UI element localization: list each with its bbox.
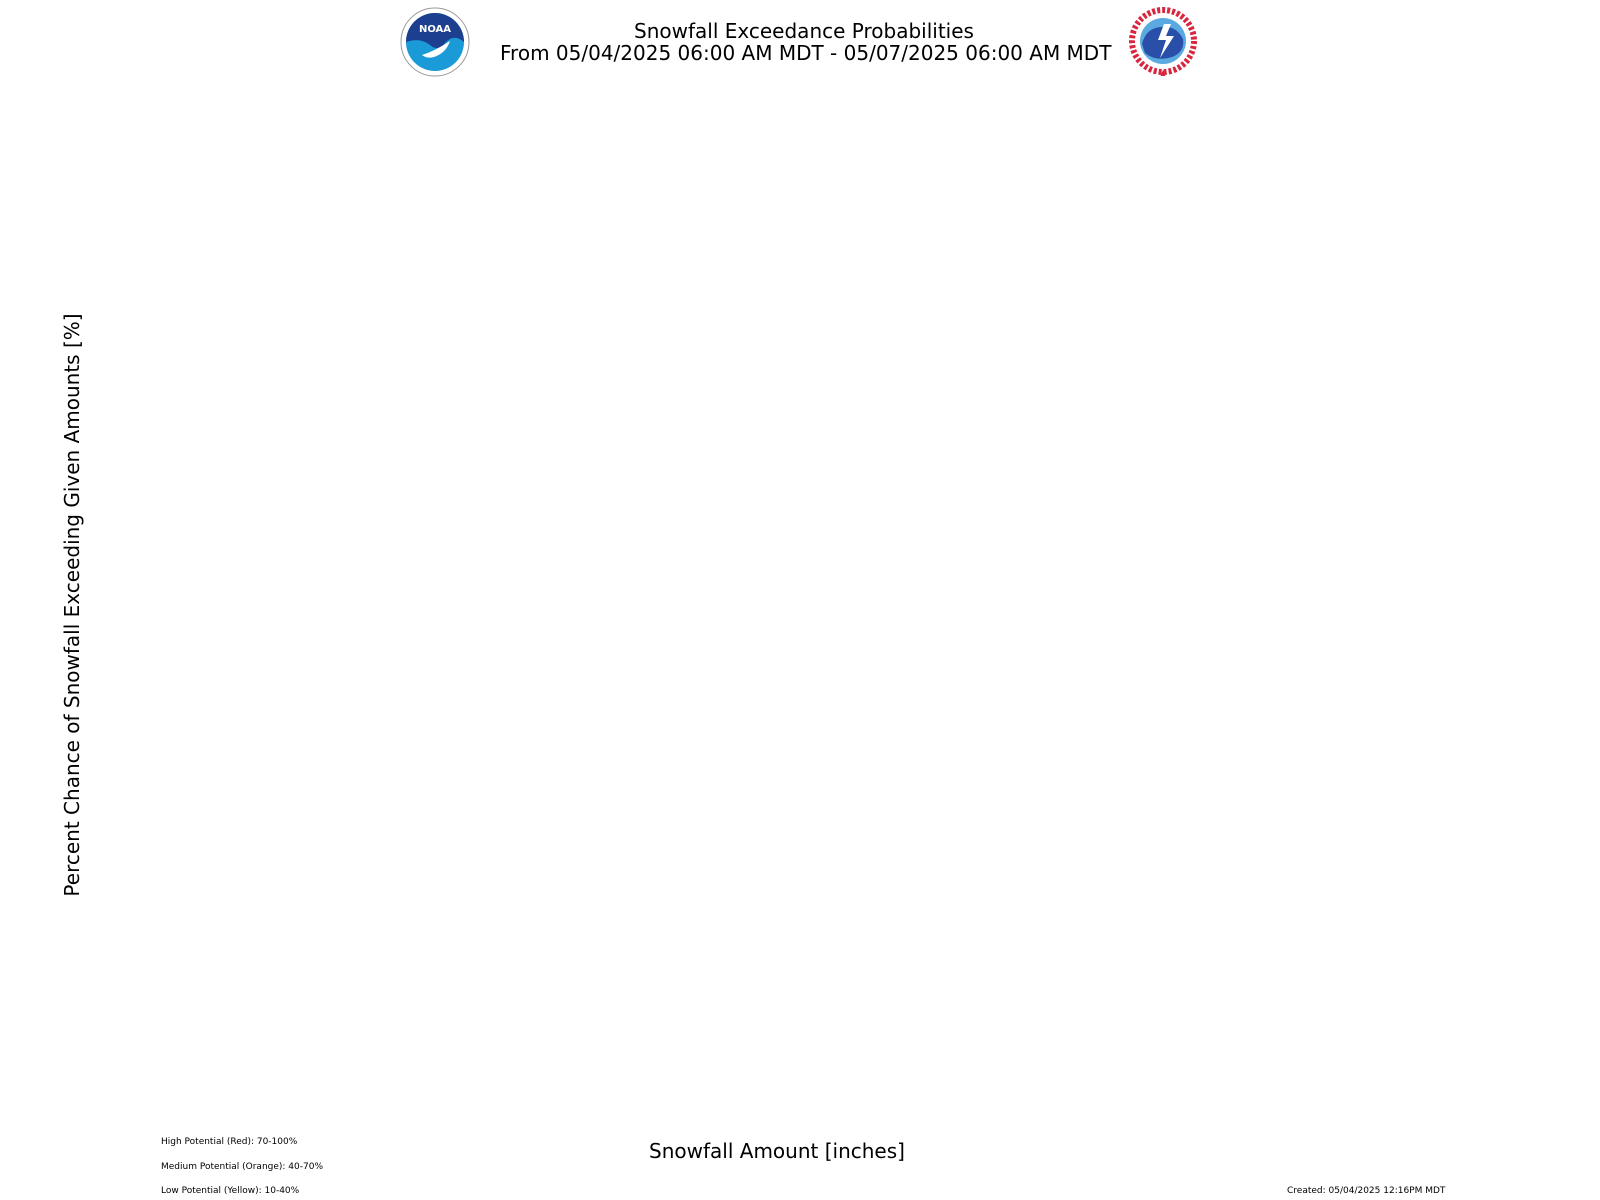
- noaa-logo: [400, 7, 470, 77]
- chart-title-block: [500, 19, 1112, 65]
- plot-area: [150, 100, 1450, 1100]
- chart-title: Snowfall Exceedance Probabilities: [634, 19, 974, 43]
- chart-canvas: [150, 100, 1450, 1100]
- x-axis-label: Snowfall Amount [inches]: [649, 1139, 905, 1163]
- low-potential-note: Low Potential (Yellow): 10-40%: [161, 1186, 300, 1196]
- nws-logo: [1128, 6, 1198, 76]
- svg-text:NOAA: NOAA: [418, 24, 452, 35]
- medium-potential-note: Medium Potential (Orange): 40-70%: [161, 1162, 324, 1172]
- high-potential-note: High Potential (Red): 70-100%: [161, 1137, 298, 1147]
- chart-subtitle: From 05/04/2025 06:00 AM MDT - 05/07/2025 06:00 AM MDT: [500, 41, 1112, 65]
- created-timestamp: Created: 05/04/2025 12:16PM MDT: [1287, 1186, 1446, 1196]
- y-axis-label: Percent Chance of Snowfall Exceeding Given Amounts [%]: [60, 313, 84, 897]
